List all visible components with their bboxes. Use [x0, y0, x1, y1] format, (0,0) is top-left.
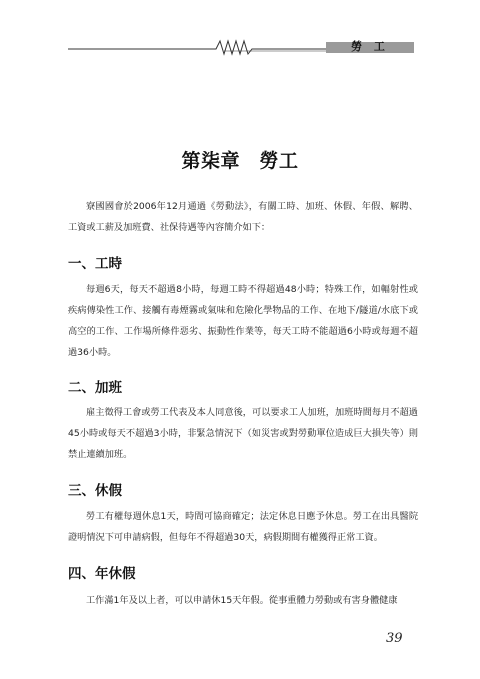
section-heading-annual-leave: 四、年休假	[68, 566, 136, 582]
section-heading-overtime: 二、加班	[68, 380, 122, 396]
section-heading-working-hours: 一、工時	[68, 256, 122, 272]
header-label: 勞 工	[351, 40, 389, 53]
running-header	[68, 38, 414, 56]
section-body-leave: 勞工有權每週休息1天，時間可協商確定；法定休息日應予休息。勞工在出具醫院證明情況下可申請病假，但每年不得超過30天，病假期間有權獲得正常工資。	[68, 511, 418, 543]
page-number: 39	[386, 631, 403, 646]
section-body-working-hours: 每週6天，每天不超過8小時，每週工時不得超過48小時；特殊工作，如輻射性或疾病傳染性工作、接觸有毒煙霧或氣味和危險化學物品的工作、在地下/隧道/水底下或高空的工作、工作場所條件惡劣、振動性作業等，每天工時不能超過6小時或每週不超過36小時。	[68, 284, 418, 358]
section-body-annual-leave: 工作滿1年及以上者，可以申請休15天年假。從事重體力勞動或有害身體健康	[86, 595, 398, 606]
section-heading-leave: 三、休假	[68, 483, 122, 499]
section-body-overtime: 雇主徵得工會或勞工代表及本人同意後，可以要求工人加班，加班時間每月不超過45小時或每天不超過3小時，非緊急情況下（如災害或對勞動單位造成巨大損失等）則禁止連續加班。	[68, 407, 418, 460]
chapter-title: 第柒章 勞工	[181, 149, 299, 172]
intro-paragraph: 寮國國會於2006年12月通過《勞動法》，有關工時、加班、休假、年假、解聘、工資或工薪及加班費、社保待遇等內容簡介如下：	[68, 201, 418, 233]
